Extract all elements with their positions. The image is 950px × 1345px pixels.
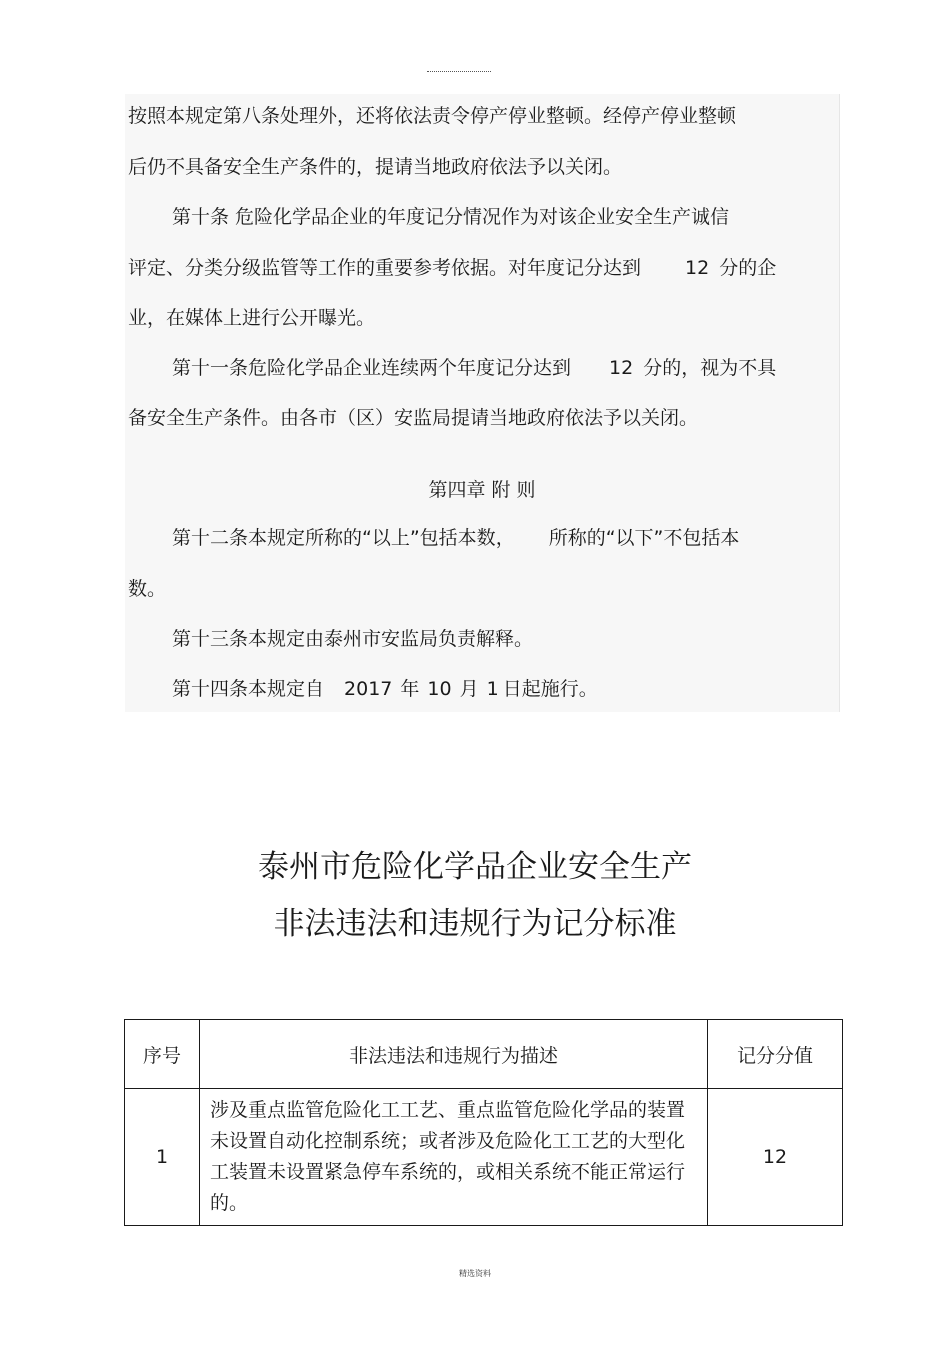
row-points: 12 (708, 1089, 843, 1226)
text-segment: 年 (400, 678, 420, 700)
text-segment: 第十二条本规定所称的“以上”包括本数， (172, 527, 515, 549)
header-rule (427, 71, 491, 72)
text-segment: 分的，视为不具 (643, 357, 777, 379)
text-segment: 所称的“以下”不包括本 (548, 527, 740, 549)
article-14-line (172, 677, 598, 701)
document-title-line-1: 泰州市危险化学品企业安全生产 (258, 849, 692, 885)
header-description: 非法违法和违规行为描述 (200, 1020, 708, 1089)
text-segment: 分的企 (719, 257, 777, 279)
text-segment: 第十四条本规定自 (172, 678, 325, 700)
paragraph-line (128, 256, 776, 280)
regulation-text-block (125, 94, 840, 712)
paragraph-line: 按照本规定第八条处理外，还将依法责令停产停业整顿。经停产停业整顿 (128, 105, 737, 127)
page-footer: 精选资料 (459, 1269, 491, 1278)
paragraph-line: 数。 (128, 578, 167, 600)
table-row (125, 1089, 843, 1226)
paragraph-line: 后仍不具备安全生产条件的，提请当地政府依法予以关闭。 (128, 156, 623, 178)
year-value: 2017 (344, 678, 393, 700)
article-12-line (172, 526, 739, 550)
day-value: 1 (486, 678, 499, 700)
row-description: 涉及重点监管危险化工工艺、重点监管危险化学品的装置未设置自动化控制系统；或者涉及危险化工工艺的大型化工装置未设置紧急停车系统的，或相关系统不能正常运行的。 (200, 1089, 708, 1226)
text-segment: 评定、分类分级监管等工作的重要参考依据。对年度记分达到 (128, 257, 642, 279)
header-seq: 序号 (125, 1020, 200, 1089)
text-segment: 月 (459, 678, 479, 700)
scoring-table (124, 1019, 843, 1226)
document-title-line-2: 非法违法和违规行为记分标准 (273, 906, 677, 942)
text-segment: 日起施行。 (502, 678, 598, 700)
article-10-line: 第十条 危险化学品企业的年度记分情况作为对该企业安全生产诚信 (172, 206, 730, 228)
month-value: 10 (427, 678, 452, 700)
table-header-row (125, 1020, 843, 1089)
row-seq: 1 (125, 1089, 200, 1226)
paragraph-line: 业，在媒体上进行公开曝光。 (128, 307, 376, 329)
points-value: 12 (685, 257, 710, 279)
points-value: 12 (609, 357, 634, 379)
text-segment: 第十一条危险化学品企业连续两个年度记分达到 (172, 357, 572, 379)
chapter-heading: 第四章 附 则 (428, 479, 536, 501)
header-points: 记分分值 (708, 1020, 843, 1089)
paragraph-line: 备安全生产条件。由各市（区）安监局提请当地政府依法予以关闭。 (128, 407, 699, 429)
article-13-line: 第十三条本规定由泰州市安监局负责解释。 (172, 628, 534, 650)
article-11-line (172, 356, 776, 380)
